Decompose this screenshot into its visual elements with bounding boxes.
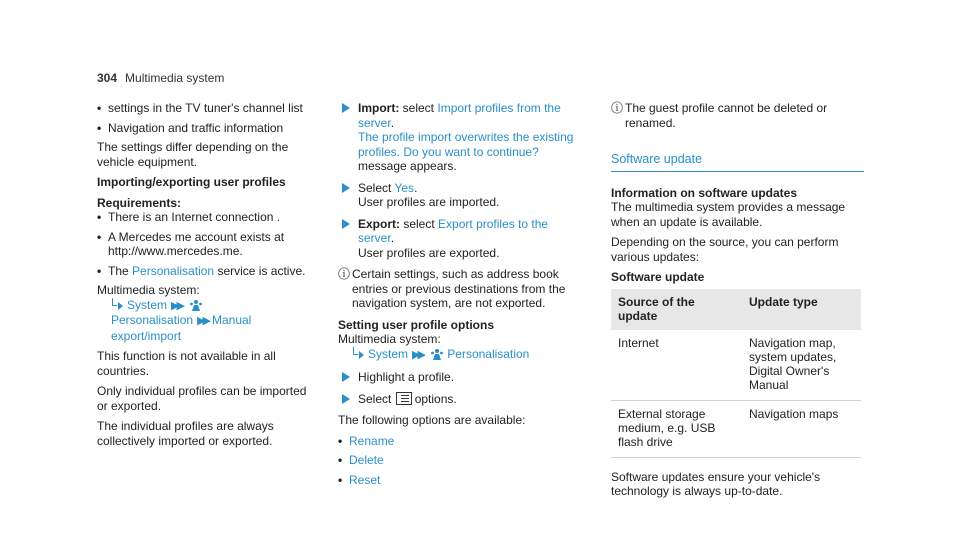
info-heading: Information on software updates	[611, 185, 798, 200]
personalisation-icon	[189, 299, 203, 311]
path-personalisation[interactable]: Personalisation	[447, 346, 530, 361]
path-personalisation[interactable]: Personalisation	[111, 313, 194, 327]
path-system[interactable]: System	[127, 297, 168, 312]
section-heading-import-export: Importing/exporting user profiles	[97, 175, 286, 189]
multimedia-system-label: Multimedia system:	[97, 283, 200, 297]
table-header: Source of the update	[611, 289, 742, 330]
collective-text: The individual profiles are always collectively imported or exported.	[97, 419, 274, 448]
info-icon: ⓘ	[611, 101, 624, 115]
following-options-text: The following options are available:	[338, 413, 526, 427]
page-header	[97, 71, 224, 85]
running-title: Multimedia system	[125, 71, 225, 85]
table-row	[611, 330, 861, 401]
double-chevron-icon: ▶▶	[412, 348, 423, 361]
availability-text: This function is not available in all countries.	[97, 349, 276, 378]
menu-path	[97, 298, 312, 344]
list-item: • Navigation and traffic information	[97, 121, 312, 136]
action-arrow-icon	[342, 219, 350, 229]
info-paragraph: Depending on the source, you can perform various updates:	[611, 235, 839, 264]
list-item	[338, 434, 583, 449]
table-cell: Navigation map, system updates, Digital Owner's Manual	[742, 330, 861, 401]
double-chevron-icon: ▶▶	[171, 299, 182, 312]
section-title-software-update: Software update	[611, 152, 864, 172]
list-item: • There is an Internet connection .	[97, 210, 312, 225]
action-step: Export: select Export profiles to the server. User profiles are exported.	[338, 217, 583, 261]
path-system[interactable]: System	[368, 346, 409, 361]
action-step: Import: select Import profiles from the server. The profile import overwrites the existing profiles. Do you want to continue? message appears.	[338, 101, 583, 174]
note-not-exported: ⓘ Certain settings, such as address book entries or previous destinations from the navigation system, are not exported.	[338, 267, 566, 310]
export-profiles-link[interactable]: Export profiles to the server	[358, 216, 549, 245]
list-item	[338, 473, 583, 488]
column-right	[611, 101, 864, 505]
action-arrow-icon	[342, 394, 350, 404]
action-step: Select Yes. User profiles are imported.	[338, 181, 583, 210]
options-menu-icon[interactable]	[396, 392, 412, 405]
list-item: • A Mercedes me account exists at http://www.mercedes.me.	[97, 230, 312, 259]
requirements-label: Requirements:	[97, 195, 182, 210]
action-step: Select options.	[338, 392, 583, 407]
table-header: Update type	[742, 289, 861, 330]
personalisation-link[interactable]: Personalisation	[132, 263, 215, 278]
page-number: 304	[97, 71, 118, 85]
list-item: • settings in the TV tuner's channel list	[97, 101, 312, 116]
software-update-table	[611, 289, 861, 458]
table-cell: Internet	[611, 330, 742, 401]
list-item	[338, 453, 583, 468]
multimedia-system-label: Multimedia system:	[338, 332, 441, 346]
list-item: • The Personalisation service is active.	[97, 264, 312, 279]
action-step: Highlight a profile.	[338, 370, 583, 385]
path-manual-export-import[interactable]: Manual export/import	[111, 313, 252, 343]
closing-paragraph: Software updates ensure your vehicle's technology is always up-to-date.	[611, 469, 821, 498]
option-reset[interactable]: Reset	[349, 472, 381, 487]
menu-path	[338, 347, 583, 363]
yes-option[interactable]: Yes	[394, 180, 415, 195]
double-chevron-icon: ▶▶	[197, 315, 208, 327]
table-cell: External storage medium, e.g. USB flash drive	[611, 400, 742, 457]
action-arrow-icon	[342, 103, 350, 113]
option-rename[interactable]: Rename	[349, 433, 395, 448]
table-cell: Navigation maps	[742, 400, 861, 457]
info-paragraph: The multimedia system provides a message when an update is available.	[611, 200, 846, 229]
info-icon: ⓘ	[338, 267, 351, 281]
table-row	[611, 400, 861, 457]
action-arrow-icon	[342, 183, 350, 193]
table-title: Software update	[611, 270, 705, 284]
individual-profiles-text: Only individual profiles can be imported or exported.	[97, 384, 307, 413]
option-delete[interactable]: Delete	[349, 453, 384, 467]
settings-differ-text: The settings differ depending on the vehicle equipment.	[97, 140, 289, 169]
table-header-row	[611, 289, 861, 330]
column-left	[97, 101, 312, 454]
column-middle	[338, 101, 583, 492]
import-warning-message: The profile import overwrites the existing profiles. Do you want to continue?	[358, 130, 574, 159]
menu-arrow-icon	[352, 350, 365, 358]
section-heading-options: Setting user profile options	[338, 317, 495, 332]
action-arrow-icon	[342, 372, 350, 382]
personalisation-icon	[430, 348, 444, 360]
menu-arrow-icon	[111, 301, 124, 309]
import-profiles-link[interactable]: Import profiles from the server	[358, 101, 561, 130]
note-guest-profile: ⓘ The guest profile cannot be deleted or renamed.	[611, 101, 828, 130]
